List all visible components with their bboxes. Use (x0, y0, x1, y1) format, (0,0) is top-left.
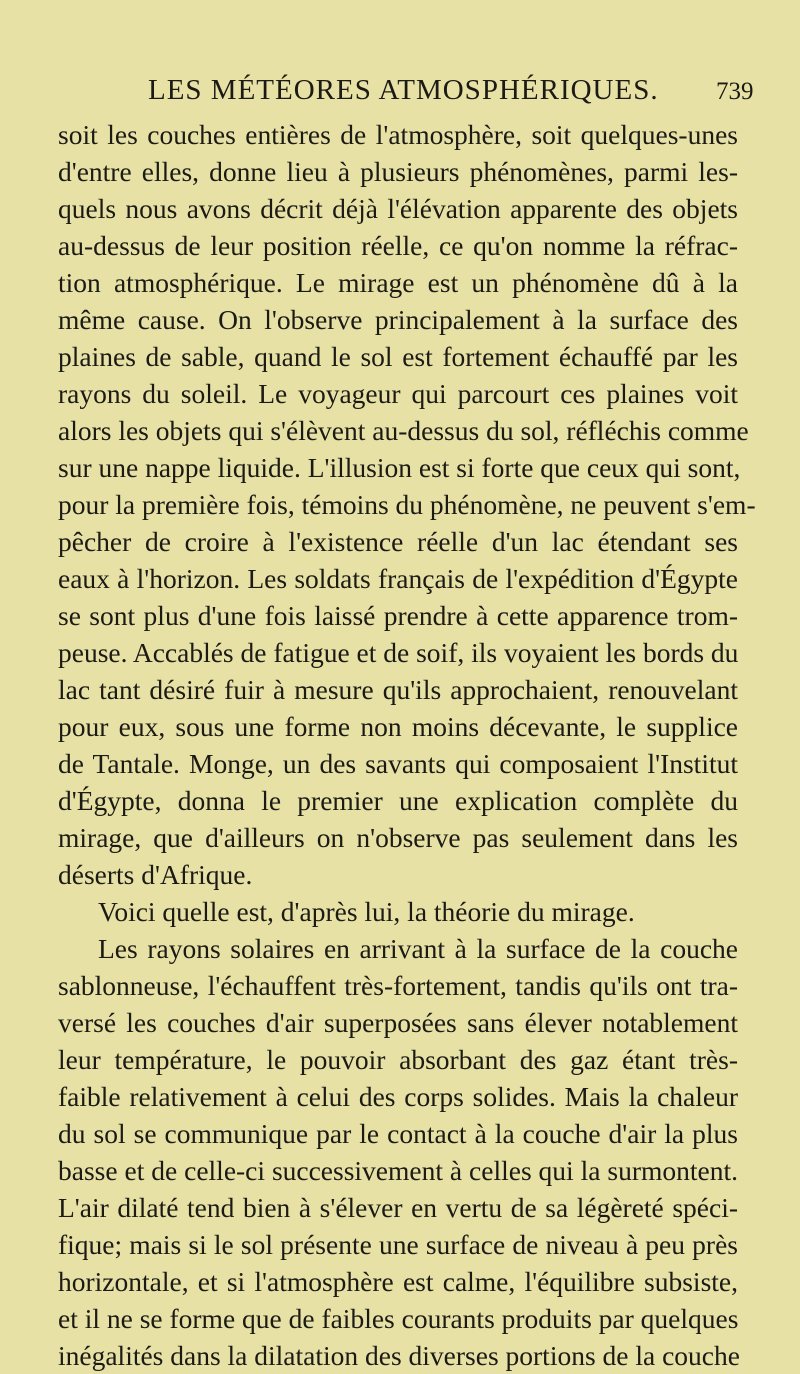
text-line: déserts d'Afrique. (58, 859, 253, 890)
text-line: sablonneuse, l'échauffent très-fortement, tandis qu'ils ont tra- (58, 970, 738, 1001)
text-line: horizontale, et si l'atmosphère est calme, l'équilibre subsiste, (58, 1266, 738, 1297)
text-line: et il ne se forme que de faibles courants produits par quelques (58, 1303, 739, 1334)
text-line: leur température, le pouvoir absorbant des gaz étant très- (58, 1044, 738, 1075)
text-line: Voici quelle est, d'après lui, la théorie du mirage. (98, 896, 635, 927)
text-line: pour eux, sous une forme non moins décevante, le supplice (58, 711, 738, 742)
running-title: LES MÉTÉORES ATMOSPHÉRIQUES. (148, 74, 659, 106)
text-line: sur une nappe liquide. L'illusion est si forte que ceux qui sont, (58, 452, 741, 483)
text-line: soit les couches entières de l'atmosphère, soit quelques-unes (58, 119, 738, 150)
text-line: de Tantale. Monge, un des savants qui composaient l'Institut (58, 748, 738, 779)
text-line: pêcher de croire à l'existence réelle d'un lac étendant ses (58, 526, 738, 557)
text-line: se sont plus d'une fois laissé prendre à cette apparence trom- (58, 600, 738, 631)
text-line: Les rayons solaires en arrivant à la surface de la couche (98, 933, 738, 964)
page-header (0, 74, 800, 114)
text-line: faible relativement à celui des corps solides. Mais la chaleur (58, 1081, 738, 1112)
text-line: d'entre elles, donne lieu à plusieurs phénomènes, parmi les- (58, 156, 738, 187)
text-line: quels nous avons décrit déjà l'élévation apparente des objets (58, 193, 738, 224)
page-number: 739 (716, 78, 754, 105)
text-line: peuse. Accablés de fatigue et de soif, ils voyaient les bords du (58, 637, 739, 668)
text-line: mirage, que d'ailleurs on n'observe pas seulement dans les (58, 822, 738, 853)
text-line: rayons du soleil. Le voyageur qui parcourt ces plaines voit (58, 378, 738, 409)
text-line: du sol se communique par le contact à la couche d'air la plus (58, 1118, 738, 1149)
text-line: fique; mais si le sol présente une surface de niveau à peu près (58, 1229, 738, 1260)
text-line: plaines de sable, quand le sol est fortement échauffé par les (58, 341, 738, 372)
text-line: pour la première fois, témoins du phénomène, ne peuvent s'em- (58, 489, 756, 520)
text-line: inégalités dans la dilatation des diverses portions de la couche (58, 1340, 740, 1371)
text-line: lac tant désiré fuir à mesure qu'ils approchaient, renouvelant (58, 674, 738, 705)
text-line: même cause. On l'observe principalement à la surface des (58, 304, 738, 335)
text-line: eaux à l'horizon. Les soldats français de l'expédition d'Égypte (58, 563, 738, 594)
text-line: d'Égypte, donna le premier une explication complète du (58, 785, 738, 816)
text-line: basse et de celle-ci successivement à celles qui la surmontent. (58, 1155, 738, 1186)
body-text (58, 116, 756, 1374)
text-line: versé les couches d'air superposées sans élever notablement (58, 1007, 738, 1038)
text-line: L'air dilaté tend bien à s'élever en vertu de sa légèreté spéci- (58, 1192, 738, 1223)
text-line: alors les objets qui s'élèvent au-dessus du sol, réfléchis comme (58, 415, 749, 446)
text-line: au-dessus de leur position réelle, ce qu'on nomme la réfrac- (58, 230, 738, 261)
text-line: tion atmosphérique. Le mirage est un phénomène dû à la (58, 267, 738, 298)
